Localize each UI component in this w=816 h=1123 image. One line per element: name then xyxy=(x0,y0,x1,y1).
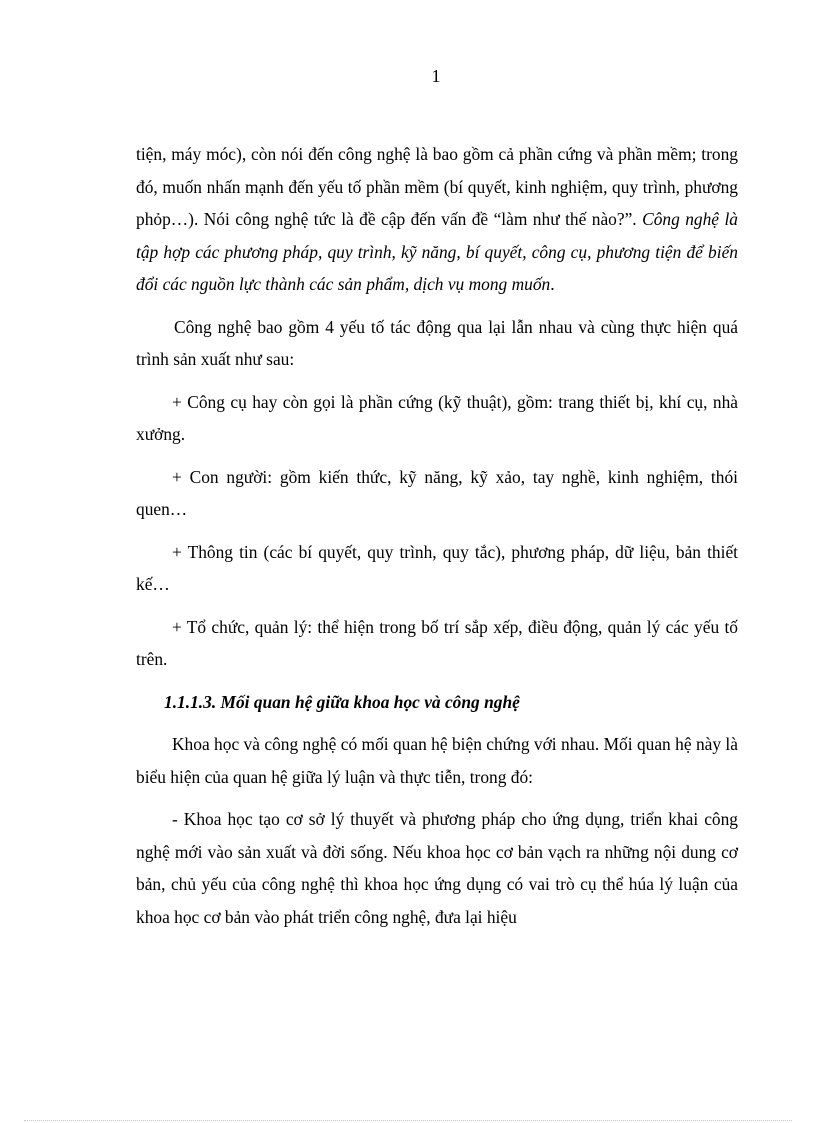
document-body xyxy=(136,138,738,933)
page-number: 1 xyxy=(431,66,441,86)
definition-italic-text: Công nghệ là tập hợp các phương pháp, quy trình, kỹ năng, bí quyết, công cụ, phương tiện để biến đổi các nguồn lực thành các sản phẩm, dịch vụ mong muốn xyxy=(136,209,738,294)
page-bottom-divider xyxy=(24,1120,792,1121)
paragraph-relationship: Khoa học và công nghệ có mối quan hệ biện chứng với nhau. Mối quan hệ này là biểu hiện của quan hệ giữa lý luận và thực tiễn, trong đó: xyxy=(136,734,738,787)
list-item-people: + Con người: gồm kiến thức, kỹ năng, kỹ xảo, tay nghề, kinh nghiệm, thói quen… xyxy=(136,466,738,519)
paragraph-definition-text: tiện, máy móc), còn nói đến công nghệ là bao gồm cả phần cứng và phần mềm; trong đó, muốn nhấn mạnh đến yếu tố phần mềm (bí quyết, kinh nghiệm, quy trình, phương phỏp…). Nói công nghệ tức là đề cập đến vấn đề “làm như thế nào?”. xyxy=(136,144,738,229)
section-heading: 1.1.1.3. Mối quan hệ giữa khoa học và công nghệ xyxy=(164,691,520,712)
paragraph-definition-end: . xyxy=(550,274,555,294)
paragraph-components-intro: Công nghệ bao gồm 4 yếu tố tác động qua lại lẫn nhau và cùng thực hiện quá trình sản xuất như sau: xyxy=(136,316,738,369)
paragraph-definition xyxy=(136,138,738,301)
paragraph-science-role: - Khoa học tạo cơ sở lý thuyết và phương pháp cho ứng dụng, triển khai công nghệ mới vào sản xuất và đời sống. Nếu khoa học cơ bản vạch ra những nội dung cơ bản, chủ yếu của công nghệ thì khoa học ứng dụng có vai trò cụ thể húa lý luận của khoa học cơ bản vào phát triển công nghệ, đưa lại hiệu xyxy=(136,809,738,927)
list-item-tools: + Công cụ hay còn gọi là phần cứng (kỹ thuật), gồm: trang thiết bị, khí cụ, nhà xưởng. xyxy=(136,391,738,444)
list-item-organization: + Tổ chức, quản lý: thể hiện trong bố trí sắp xếp, điều động, quản lý các yếu tố trên. xyxy=(136,616,738,669)
list-item-information: + Thông tin (các bí quyết, quy trình, quy tắc), phương pháp, dữ liệu, bản thiết kế… xyxy=(136,541,738,594)
